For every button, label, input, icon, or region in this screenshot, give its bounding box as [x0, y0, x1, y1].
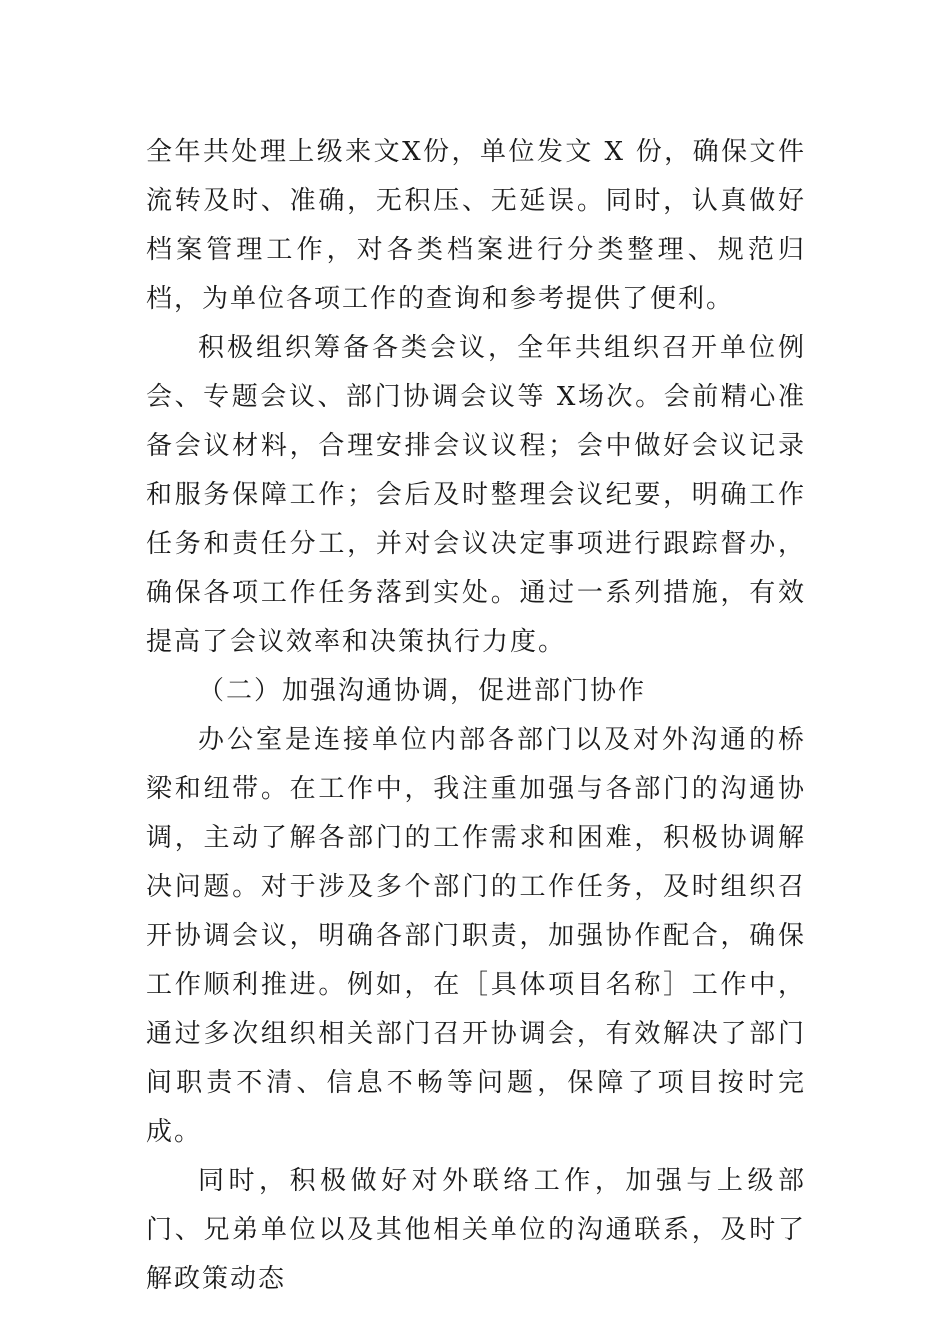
section-heading: （二）加强沟通协调，促进部门协作 — [198, 676, 647, 706]
paragraph-external-liaison: 同时，积极做好对外联络工作，加强与上级部门、兄弟单位以及其他相关单位的沟通联系，及时了解政策动态 — [146, 1166, 806, 1294]
document-body — [146, 128, 806, 1304]
paragraph-coordination: 办公室是连接单位内部各部门以及对外沟通的桥梁和纽带。在工作中，我注重加强与各部门的沟通协调，主动了解各部门的工作需求和困难，积极协调解决问题。对于涉及多个部门的工作任务，及时组织召开协调会议，明确各部门职责，加强协作配合，确保工作顺利推进。例如，在［具体项目名称］工作中，通过多次组织相关部门召开协调会，有效解决了部门间职责不清、信息不畅等问题，保障了项目按时完成。 — [146, 725, 806, 1147]
paragraph-file-handling: 全年共处理上级来文X份，单位发文 X 份，确保文件流转及时、准确，无积压、无延误。同时，认真做好档案管理工作，对各类档案进行分类整理、规范归档，为单位各项工作的查询和参考提供了便利。 — [146, 137, 806, 314]
paragraph-meeting-organization: 积极组织筹备各类会议，全年共组织召开单位例会、专题会议、部门协调会议等 X场次。会前精心准备会议材料，合理安排会议议程；会中做好会议记录和服务保障工作；会后及时整理会议纪要，明确工作任务和责任分工，并对会议决定事项进行跟踪督办，确保各项工作任务落到实处。通过一系列措施，有效提高了会议效率和决策执行力度。 — [146, 333, 806, 657]
